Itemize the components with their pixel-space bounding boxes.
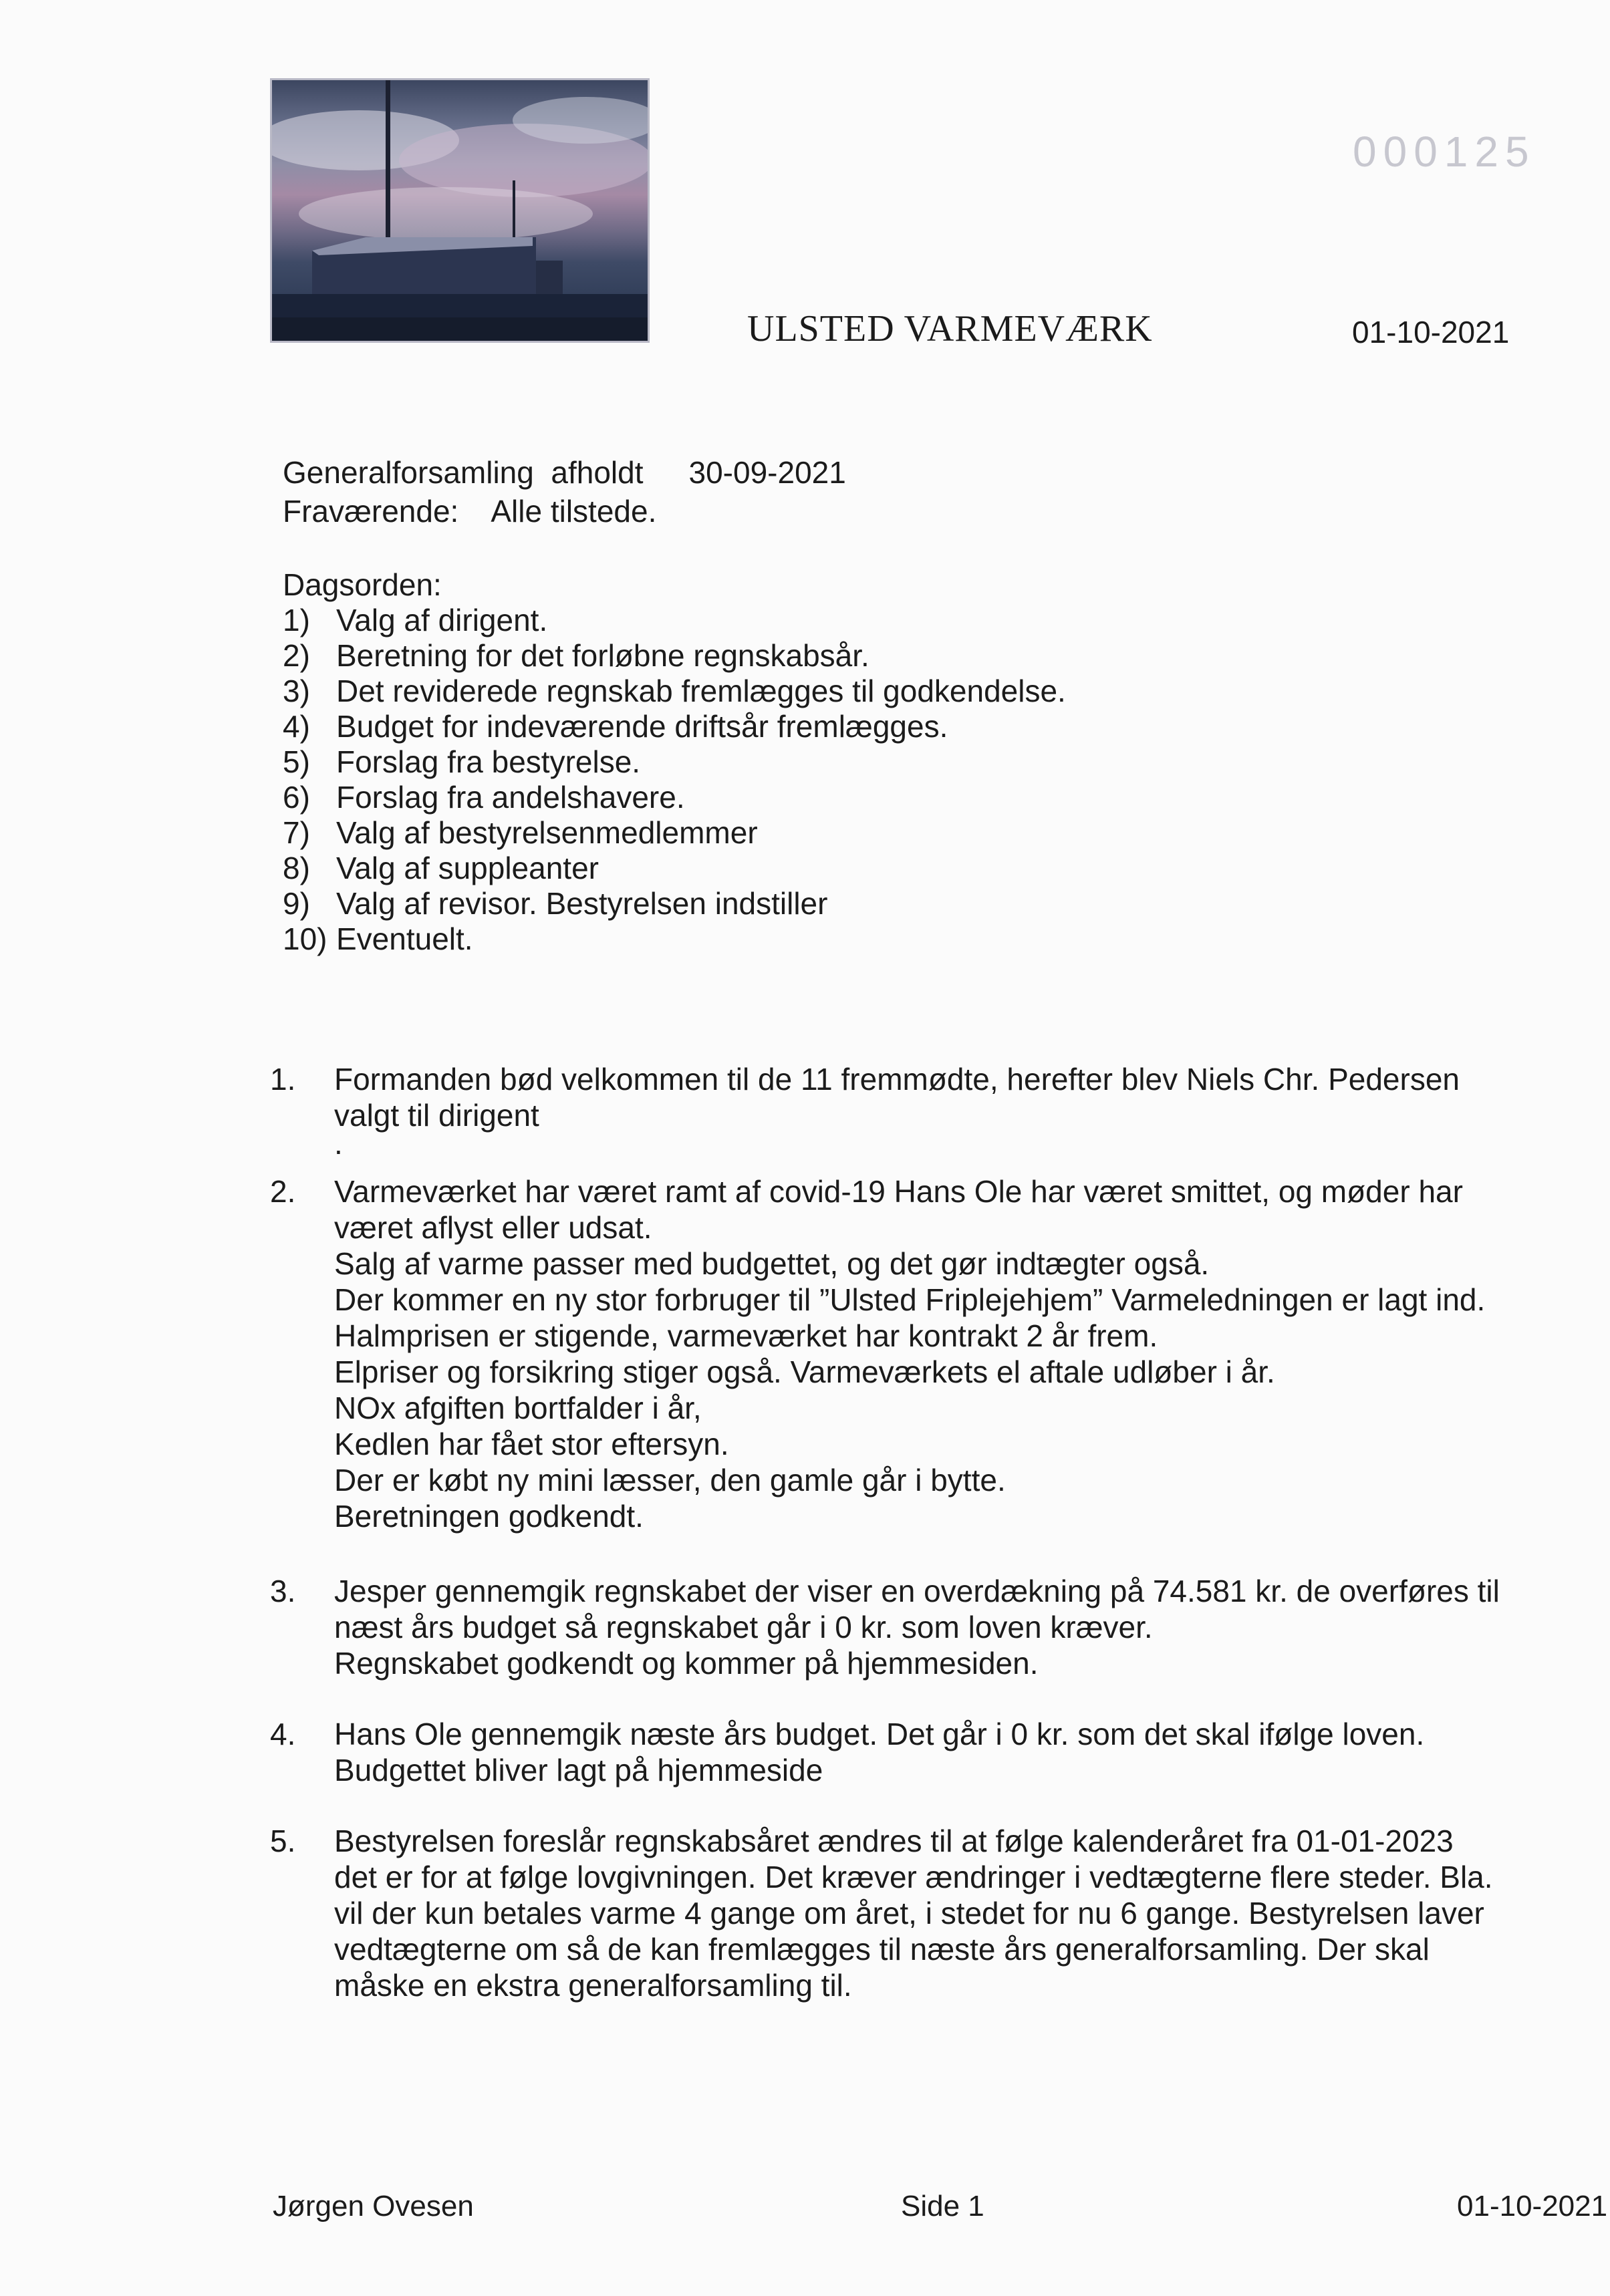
agenda-item-number: 6)	[283, 780, 310, 815]
meeting-info	[283, 454, 846, 532]
agenda-item	[283, 815, 1066, 850]
minutes-line: Formanden bød velkommen til de 11 fremmødte, herefter blev Niels Chr. Pedersen	[334, 1062, 1460, 1097]
agenda-item-text: Budget for indeværende driftsår fremlægges.	[336, 709, 948, 744]
minutes-line: Varmeværket har været ramt af covid-19 Hans Ole har været smittet, og møder har	[334, 1174, 1463, 1209]
meeting-held-label: Generalforsamling afholdt	[283, 455, 644, 490]
minutes-item-number: 2.	[270, 1174, 296, 1209]
agenda-item-text: Valg af bestyrelsenmedlemmer	[336, 815, 758, 850]
absent-label: Fraværende:	[283, 494, 459, 529]
minutes-line: NOx afgiften bortfalder i år,	[334, 1391, 702, 1425]
agenda-item-number: 8)	[283, 851, 310, 885]
absent-value: Alle tilstede.	[491, 494, 657, 529]
agenda-item-text: Eventuelt.	[336, 921, 473, 956]
absent-row	[283, 493, 846, 532]
agenda-item-number: 4)	[283, 709, 310, 744]
agenda-item	[283, 885, 1066, 921]
minutes-line: Hans Ole gennemgik næste års budget. Det går i 0 kr. som det skal ifølge loven.	[334, 1717, 1425, 1751]
minutes-line: Budgettet bliver lagt på hjemmeside	[334, 1753, 823, 1787]
minutes-line: Halmprisen er stigende, varmeværket har kontrakt 2 år frem.	[334, 1318, 1158, 1353]
minutes-line: Bestyrelsen foreslår regnskabsåret ændres til at følge kalenderåret fra 01-01-2023	[334, 1824, 1454, 1858]
minutes-item-1	[270, 1061, 1526, 1161]
agenda-item-text: Valg af revisor. Bestyrelsen indstiller	[336, 886, 828, 921]
minutes-item-5	[270, 1823, 1526, 2003]
meeting-held-row	[283, 454, 846, 493]
agenda-item-number: 5)	[283, 744, 310, 779]
minutes-line: det er for at følge lovgivningen. Det kræver ændringer i vedtægterne flere steder. Bla.	[334, 1860, 1493, 1894]
minutes-item-text	[334, 1173, 1526, 1534]
agenda-item-number: 2)	[283, 638, 310, 673]
minutes	[270, 1061, 1526, 2003]
agenda-item	[283, 850, 1066, 885]
minutes-line: .	[334, 1126, 343, 1161]
agenda-item-number: 9)	[283, 886, 310, 921]
document-stamp: 000125	[1353, 128, 1536, 176]
agenda-item-text: Valg af dirigent.	[336, 603, 548, 637]
agenda-heading: Dagsorden:	[283, 567, 442, 602]
footer-author: Jørgen Ovesen	[273, 2190, 474, 2222]
minutes-item-text	[334, 1061, 1526, 1161]
agenda-item	[283, 602, 1066, 637]
building-photo-illustration	[272, 80, 648, 341]
agenda-item-number: 3)	[283, 674, 310, 708]
minutes-item-3	[270, 1573, 1526, 1681]
minutes-line: Elpriser og forsikring stiger også. Varmeværkets el aftale udløber i år.	[334, 1354, 1275, 1389]
building-photo	[270, 78, 650, 343]
agenda-item	[283, 708, 1066, 744]
minutes-item-number: 1.	[270, 1062, 296, 1097]
agenda-item	[283, 779, 1066, 815]
minutes-item-text	[334, 1823, 1526, 2003]
agenda-item-text: Valg af suppleanter	[336, 851, 599, 885]
agenda-item-number: 10)	[283, 921, 327, 956]
minutes-line: Regnskabet godkendt og kommer på hjemmesiden.	[334, 1646, 1039, 1681]
meeting-held-date: 30-09-2021	[688, 455, 846, 490]
minutes-line: valgt til dirigent	[334, 1098, 539, 1133]
minutes-item-number: 3.	[270, 1574, 296, 1608]
minutes-item-text	[334, 1573, 1526, 1681]
minutes-line: været aflyst eller udsat.	[334, 1210, 652, 1245]
header-date: 01-10-2021	[1352, 315, 1510, 349]
minutes-item-number: 5.	[270, 1824, 296, 1858]
minutes-line: Der kommer en ny stor forbruger til ”Ulsted Friplejehjem” Varmeledningen er lagt ind.	[334, 1282, 1486, 1317]
minutes-item-2	[270, 1173, 1526, 1534]
agenda-item-text: Beretning for det forløbne regnskabsår.	[336, 638, 869, 673]
agenda-item	[283, 744, 1066, 779]
agenda-item-number: 1)	[283, 603, 310, 637]
minutes-line: Kedlen har fået stor eftersyn.	[334, 1427, 729, 1461]
agenda-item-number: 7)	[283, 815, 310, 850]
agenda-item	[283, 673, 1066, 708]
minutes-line: næst års budget så regnskabet går i 0 kr. som loven kræver.	[334, 1610, 1153, 1644]
minutes-line: vil der kun betales varme 4 gange om året, i stedet for nu 6 gange. Bestyrelsen laver	[334, 1896, 1484, 1930]
minutes-item-number: 4.	[270, 1717, 296, 1751]
minutes-line: vedtægterne om så de kan fremlægges til næste års generalforsamling. Der skal	[334, 1932, 1430, 1967]
agenda-item-text: Det reviderede regnskab fremlægges til godkendelse.	[336, 674, 1066, 708]
agenda-item	[283, 637, 1066, 673]
minutes-line: Jesper gennemgik regnskabet der viser en overdækning på 74.581 kr. de overføres til	[334, 1574, 1500, 1608]
minutes-item-text	[334, 1716, 1526, 1788]
agenda-item-text: Forslag fra bestyrelse.	[336, 744, 641, 779]
agenda-item-text: Forslag fra andelshavere.	[336, 780, 685, 815]
agenda-item	[283, 921, 1066, 956]
organization-title: ULSTED VARMEVÆRK	[747, 308, 1153, 349]
minutes-item-4	[270, 1716, 1526, 1788]
minutes-line: Beretningen godkendt.	[334, 1499, 644, 1534]
agenda	[283, 567, 1066, 956]
minutes-line: Der er købt ny mini læsser, den gamle går i bytte.	[334, 1463, 1006, 1497]
minutes-line: Salg af varme passer med budgettet, og det gør indtægter også.	[334, 1246, 1210, 1281]
footer-date: 01-10-2021	[1457, 2190, 1608, 2222]
footer-page-number: Side 1	[901, 2190, 984, 2222]
minutes-line: måske en ekstra generalforsamling til.	[334, 1968, 852, 2003]
